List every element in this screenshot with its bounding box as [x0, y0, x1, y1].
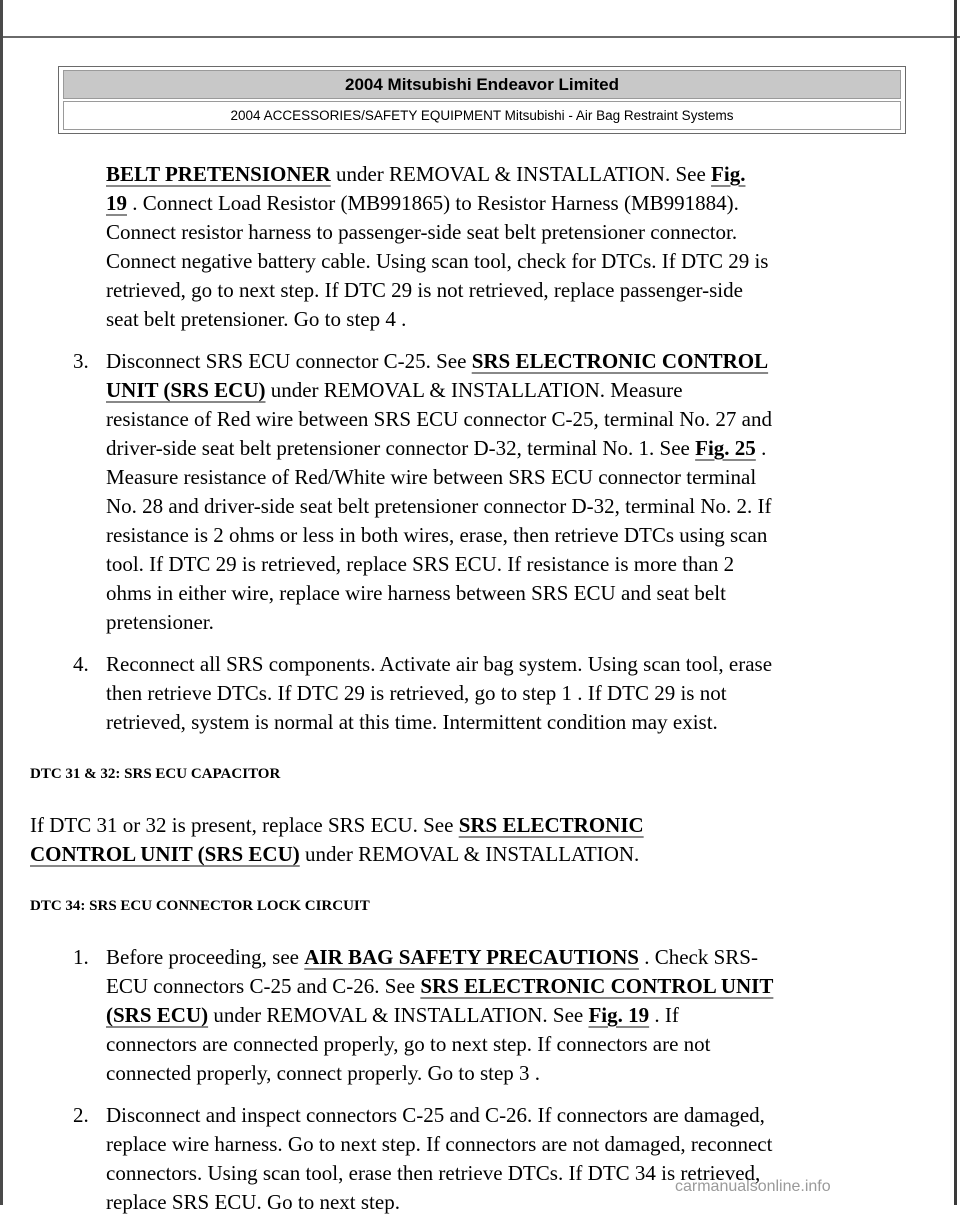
link-air-bag-safety-precautions[interactable]: AIR BAG SAFETY PRECAUTIONS [304, 945, 639, 969]
link-srs-ecu[interactable]: SRS ELECTRONIC CONTROL [471, 349, 769, 373]
page-right-border [954, 0, 957, 1205]
page-left-border [0, 0, 3, 1205]
list-item-step-3: 3. Disconnect SRS ECU connector C-25. See SRS ELECTRONIC CONTROL UNIT (SRS ECU) under REMOVAL & INSTALLATION. Measure resistance of Red wire between SRS ECU connector C-25, terminal No. 27 and driver-side seat belt pretensioner connector D-32, terminal No. 1. See Fig. 25 . Measure resistance of Red/White wire between SRS ECU connector terminal No. 28 and driver-side seat belt pretensioner connector D-32, terminal No. 2. If resistance is 2 ohms or less in both wires, erase, then retrieve DTCs using scan tool. If DTC 29 is retrieved, replace SRS ECU. If resistance is more than 2 ohms in either wire, replace wire harness between SRS ECU and seat belt pretensioner. [73, 349, 773, 634]
link-belt-pretensioner[interactable]: BELT PRETENSIONER [106, 162, 331, 186]
page-top-border [0, 36, 960, 38]
section-heading-dtc-31-32: DTC 31 & 32: SRS ECU CAPACITOR [30, 766, 281, 782]
list-item-step-4: 4. Reconnect all SRS components. Activate air bag system. Using scan tool, erase then retrieve DTCs. If DTC 29 is retrieved, go to step 1 . If DTC 29 is not retrieved, system is normal at this time. Intermittent condition may exist. [73, 652, 773, 734]
link-srs-ecu-cont[interactable]: UNIT (SRS ECU) [106, 378, 266, 402]
document-header [58, 66, 906, 134]
continued-step-text: BELT PRETENSIONER under REMOVAL & INSTALLATION. See Fig. 19 . Connect Load Resistor (MB991865) to Resistor Harness (MB991884). Connect resistor harness to passenger-side seat belt pretensioner connector. Connect negative battery cable. Using scan tool, check for DTCs. If DTC 29 is retrieved, go to next step. If DTC 29 is not retrieved, replace passenger-side seat belt pretensioner. Go to step 4 . [106, 162, 769, 331]
step-number: 3. [73, 349, 89, 373]
step-number: 2. [73, 1103, 89, 1127]
header-title: 2004 Mitsubishi Endeavor Limited [63, 70, 901, 99]
link-fig-19-b[interactable]: Fig. 19 [588, 1003, 650, 1027]
link-fig-19[interactable]: Fig. [711, 162, 746, 186]
step-number: 1. [73, 945, 89, 969]
page-top-margin [0, 0, 960, 50]
document-body: BELT PRETENSIONER under REMOVAL & INSTALLATION. See Fig. 19 . Connect Load Resistor (MB991865) to Resistor Harness (MB991884). Connect resistor harness to passenger-side seat belt pretensioner connector. Connect negative battery cable. Using scan tool, check for DTCs. If DTC 29 is retrieved, go to next step. If DTC 29 is not retrieved, replace passenger-side seat belt pretensioner. Go to step 4 . 3. Disconnect SRS ECU connector C-25. See SRS ELECTRONIC CONTROL UNIT (SRS ECU) under REMOVAL & INSTALLATION. Measure resistance of Red wire between SRS ECU connector C-25, terminal No. 27 and driver-side seat belt pretensioner connector D-32, terminal No. 1. See Fig. 25 . Measure resistance of Red/White wire between SRS ECU connector terminal No. 28 and driver-side seat belt pretensioner connector D-32, terminal No. 2. If resistance is 2 ohms or less in both wires, erase, then retrieve DTCs using scan tool. If DTC 29 is retrieved, replace SRS ECU. If resistance is more than 2 ohms in either wire, replace wire harness between SRS ECU and seat belt pretensioner. 4. Reconnect all SRS components. Activate air bag system. Using scan tool, erase then retrieve DTCs. If DTC 29 is retrieved, go to step 1 . If DTC 29 is not retrieved, system is normal at this time. Intermittent condition may exist. DTC 31 & 32: SRS ECU CAPACITOR If DTC 31 or 32 is present, replace SRS ECU. See SRS ELECTRONIC CONTROL UNIT (SRS ECU) under REMOVAL & INSTALLATION. DTC 34: SRS ECU CONNECTOR LOCK CIRCUIT 1. Before proceeding, see AIR BAG SAFETY PRECAUTIONS . Check SRS- ECU connectors C-25 and C-26. See SRS ELECTRONIC CONTROL UNIT (SRS ECU) under REMOVAL & INSTALLATION. See Fig. 19 . If connectors are connected properly, go to next step. If connectors are not connected properly, connect properly. Go to step 3 . 2. Disconnect and inspect connectors C-25 and C-26. If connectors are damaged, replace wire harness. Go to next step. If connectors are not damaged, reconnect connectors. Using scan tool, erase then retrieve DTCs. If DTC 34 is retrieved, replace SRS ECU. Go to next step. [30, 160, 910, 1217]
list-item-dtc34-step-1: 1. Before proceeding, see AIR BAG SAFETY PRECAUTIONS . Check SRS- ECU connectors C-25 and C-26. See SRS ELECTRONIC CONTROL UNIT (SRS ECU) under REMOVAL & INSTALLATION. See Fig. 19 . If connectors are connected properly, go to next step. If connectors are not connected properly, connect properly. Go to step 3 . [73, 945, 774, 1085]
section-heading-dtc-34: DTC 34: SRS ECU CONNECTOR LOCK CIRCUIT [30, 898, 370, 914]
link-fig-25[interactable]: Fig. 25 [695, 436, 756, 460]
link-fig-19-number[interactable]: 19 [106, 191, 127, 215]
link-srs-ecu-3[interactable]: SRS ELECTRONIC CONTROL UNIT [420, 974, 774, 998]
watermark-text: carmanualsonline.info [675, 1178, 831, 1195]
header-subtitle: 2004 ACCESSORIES/SAFETY EQUIPMENT Mitsubishi - Air Bag Restraint Systems [63, 101, 901, 130]
link-srs-ecu-3-cont[interactable]: (SRS ECU) [106, 1003, 209, 1027]
list-item-dtc34-step-2: 2. Disconnect and inspect connectors C-25 and C-26. If connectors are damaged, replace wire harness. Go to next step. If connectors are not damaged, reconnect connectors. Using scan tool, erase then retrieve DTCs. If DTC 34 is retrieved, replace SRS ECU. Go to next step. [73, 1103, 773, 1214]
step-number: 4. [73, 652, 89, 676]
link-srs-ecu-2-cont[interactable]: CONTROL UNIT (SRS ECU) [30, 842, 300, 866]
link-srs-ecu-2[interactable]: SRS ELECTRONIC [458, 813, 644, 837]
